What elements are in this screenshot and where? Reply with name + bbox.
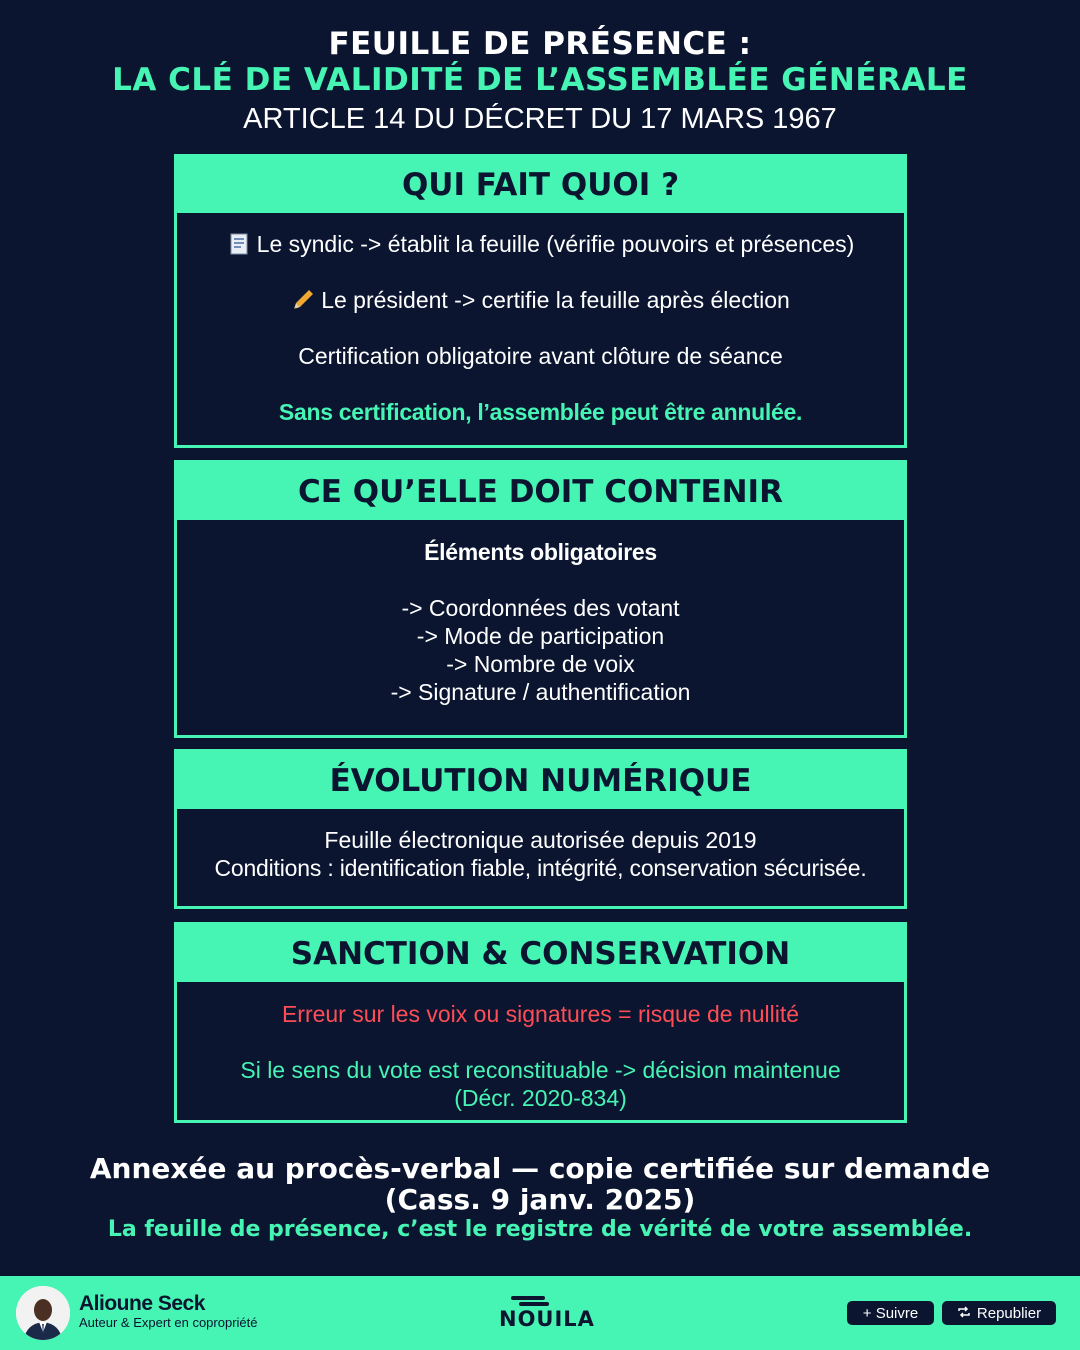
section-title: SANCTION & CONSERVATION — [177, 925, 904, 982]
case-reference: (Cass. 9 janv. 2025) — [384, 1183, 696, 1216]
mandatory-list — [177, 594, 904, 706]
mandatory-heading: Éléments obligatoires — [424, 539, 657, 565]
rule-reference: (Décr. 2020-834) — [454, 1085, 627, 1111]
list-item: -> Signature / authentification — [390, 679, 691, 705]
tagline: La feuille de présence, c’est le registre de vérité de votre assemblée. — [107, 1217, 973, 1242]
section-body — [177, 230, 904, 426]
logo-speed-lines-icon — [497, 1294, 587, 1308]
pen-icon — [291, 288, 315, 312]
electronic-line: Feuille électronique autorisée depuis 2019 — [324, 827, 757, 853]
section-body — [177, 1000, 904, 1112]
list-item: -> Mode de participation — [416, 623, 665, 649]
avatar[interactable] — [16, 1286, 70, 1340]
syndic-text: Le syndic -> établit la feuille (vérifie pouvoirs et présences) — [256, 231, 855, 257]
section-qui-fait-quoi — [174, 154, 907, 448]
receipt-icon — [227, 232, 251, 256]
author-name[interactable]: Alioune Seck — [79, 1292, 205, 1315]
rule-line: Si le sens du vote est reconstituable -> décision maintenue — [240, 1057, 841, 1083]
conditions-line: Conditions : identification fiable, intégrité, conservation sécurisée. — [214, 855, 867, 881]
closing-statement — [0, 1153, 1080, 1245]
certification-line: Certification obligatoire avant clôture de séance — [298, 343, 783, 369]
follow-button[interactable]: + Suivre — [847, 1301, 934, 1325]
logo-text: NOUILA — [499, 1307, 595, 1331]
repost-label: Republier — [976, 1304, 1042, 1322]
repost-button[interactable] — [942, 1301, 1056, 1325]
warning-line: Sans certification, l’assemblée peut être annulée. — [278, 399, 803, 425]
list-item: -> Coordonnées des votant — [401, 595, 680, 621]
section-sanction — [174, 922, 907, 1123]
title-line-1: FEUILLE DE PRÉSENCE : — [328, 26, 752, 62]
risk-line: Erreur sur les voix ou signatures = risque de nullité — [281, 1001, 800, 1027]
author-info[interactable] — [79, 1293, 258, 1331]
subtitle: ARTICLE 14 DU DÉCRET DU 17 MARS 1967 — [243, 103, 837, 135]
president-text: Le président -> certifie la feuille après élection — [321, 287, 790, 313]
author-bar — [0, 1276, 1080, 1350]
syndic-line — [177, 230, 904, 258]
author-role: Auteur & Expert en copropriété — [79, 1315, 258, 1330]
brand-logo — [497, 1294, 595, 1334]
section-title: ÉVOLUTION NUMÉRIQUE — [177, 752, 904, 809]
section-contenu — [174, 460, 907, 738]
repost-icon — [957, 1305, 971, 1322]
section-title: QUI FAIT QUOI ? — [177, 157, 904, 213]
title-line-2: LA CLÉ DE VALIDITÉ DE L’ASSEMBLÉE GÉNÉRALE — [112, 62, 968, 98]
page-header — [0, 26, 1080, 138]
section-title: CE QU’ELLE DOIT CONTENIR — [177, 463, 904, 520]
section-numerique — [174, 749, 907, 909]
section-body — [177, 538, 904, 706]
list-item: -> Nombre de voix — [446, 651, 635, 677]
annex-line: Annexée au procès-verbal — copie certifiée sur demande — [89, 1152, 991, 1185]
section-body — [177, 826, 904, 882]
president-line — [177, 286, 904, 314]
